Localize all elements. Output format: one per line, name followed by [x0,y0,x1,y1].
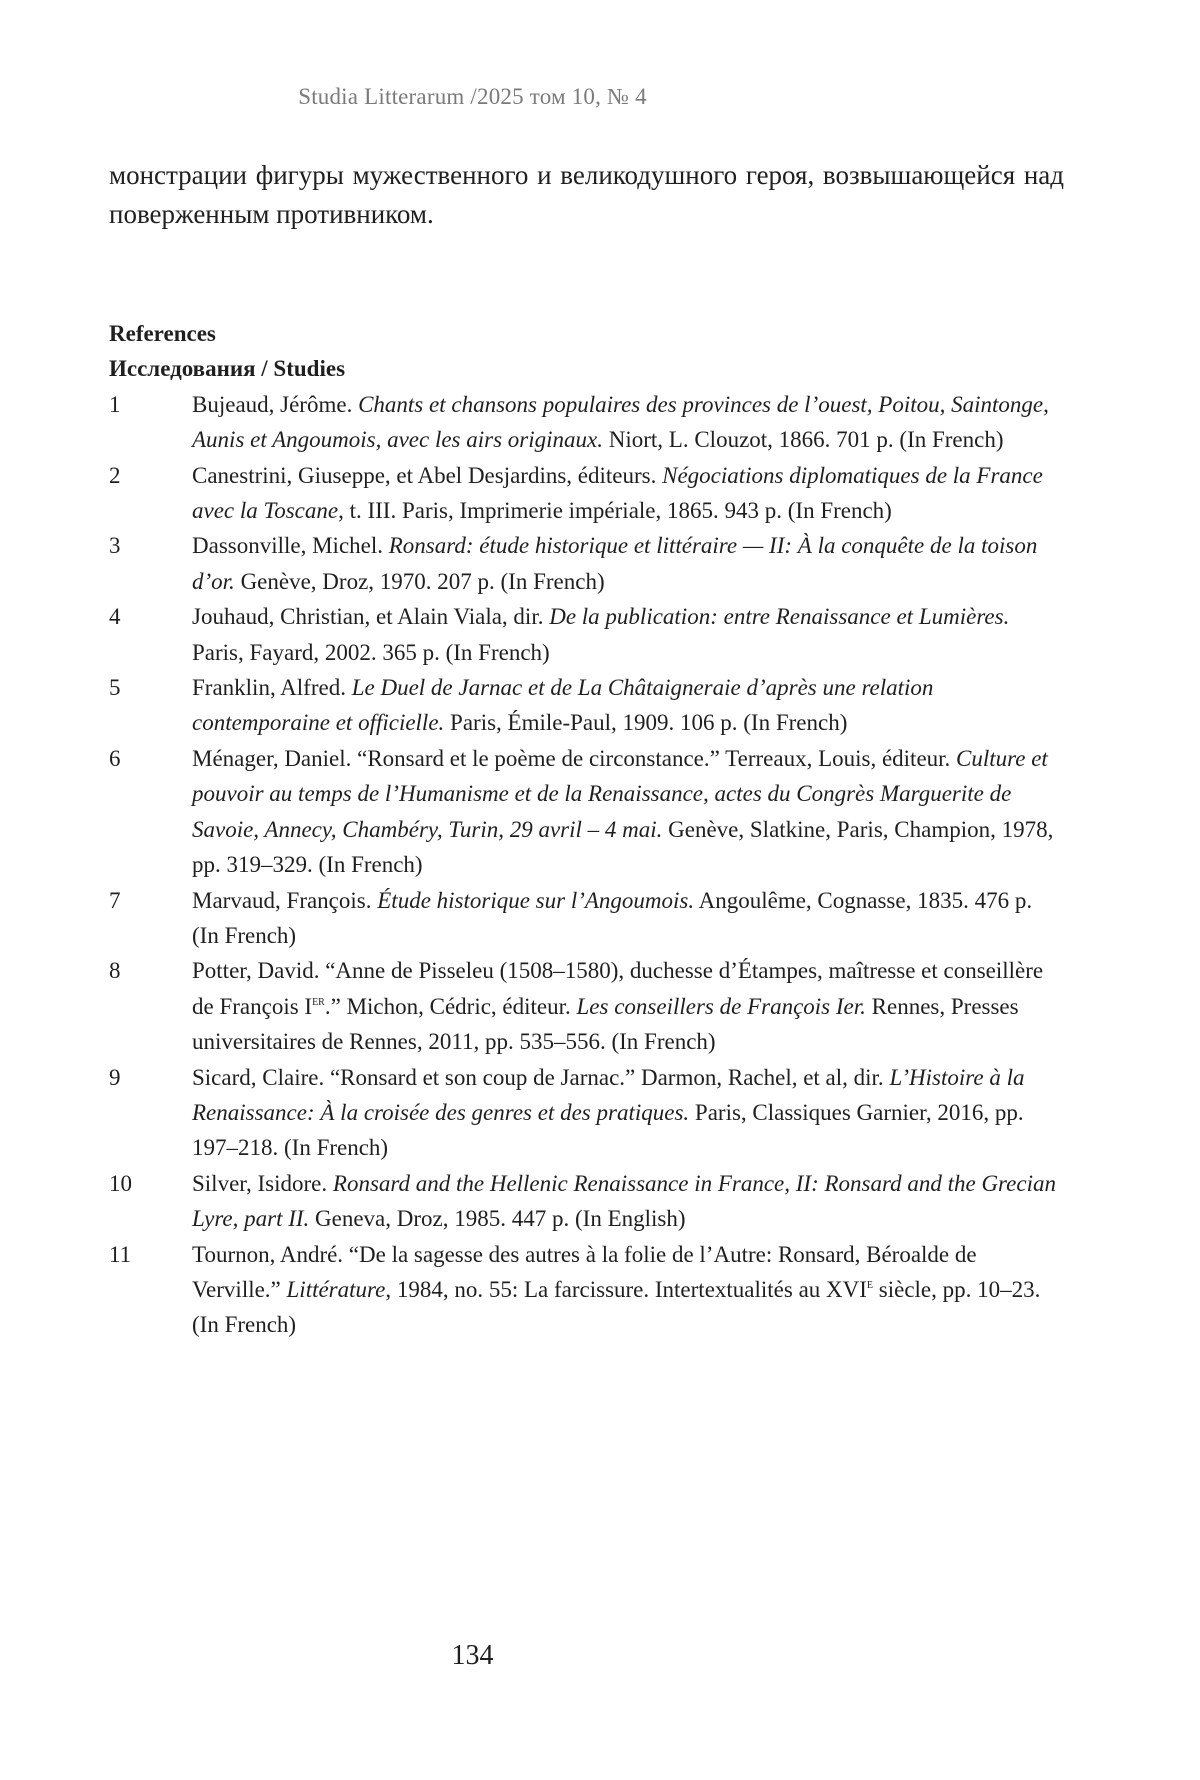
reference-text-part: Paris, Émile-Paul, 1909. 106 p. (In French) [444,710,848,736]
reference-text-part: siècle, pp. 10–23. (In French) [192,1276,1041,1338]
reference-title-italic: Culture et pouvoir au temps de l’Humanisme et de la Renaissance, actes du Congrès Marguerite de Savoie, Annecy, Chambéry, Turin, 29 avril – 4 mai. [192,745,1048,842]
reference-number: 2 [109,462,121,488]
reference-text-part: , 1984, no. 55: La farcissure. Intertextualités au XVI [385,1276,867,1302]
reference-item [109,883,1059,954]
reference-text-part: Tournon, André. “De la sagesse des autres à la folie de l’Autre: Ronsard, Béroalde de Verville.” [192,1241,977,1302]
reference-title-italic: L’Histoire à la Renaissance: À la croisée des genres et des pratiques. [192,1064,1025,1125]
reference-text [192,387,1059,458]
references-title: References [109,321,216,346]
reference-item [109,599,1059,670]
reference-number: 4 [109,604,121,630]
reference-text [192,1237,1059,1343]
reference-number: 8 [109,958,121,984]
reference-number: 11 [109,1241,132,1267]
reference-number: 6 [109,745,121,771]
reference-text-part: Franklin, Alfred. [192,675,352,701]
reference-title-italic: Ronsard and the Hellenic Renaissance in France, II: Ronsard and the Grecian Lyre, part II. [192,1170,1056,1232]
reference-item [109,670,1059,741]
reference-number: 3 [109,533,121,559]
reference-title-italic: De la publication: entre Renaissance et Lumières. [549,604,1010,630]
reference-number: 9 [109,1064,121,1090]
reference-text-part: , t. III. Paris, Imprimerie impériale, 1865. 943 p. (In French) [338,498,892,524]
reference-text-part: Niort, L. Clouzot, 1866. 701 p. (In French) [602,427,1004,453]
reference-item [109,528,1059,599]
reference-title-italic: Ronsard: étude historique et littéraire — II: À la conquête de la toison d’or. [192,533,1038,594]
reference-title-italic: Littérature [286,1276,386,1302]
reference-text-part: Ménager, Daniel. “Ronsard et le poème de circonstance.” Terreaux, Louis, éditeur. [192,745,957,771]
reference-title-italic: Le Duel de Jarnac et de La Châtaigneraie d’après une relation contemporaine et officielle. [192,675,934,736]
reference-text-part: .” Michon, Cédric, éditeur. [324,993,577,1019]
reference-item [109,458,1059,529]
reference-item [109,1060,1059,1166]
reference-text [192,528,1059,599]
reference-number: 10 [109,1170,132,1196]
page-number: 134 [451,1640,494,1671]
reference-text [192,599,1059,670]
reference-item [109,1237,1059,1343]
reference-text-part: Geneva, Droz, 1985. 447 p. (In English) [309,1206,686,1232]
reference-text-part: Sicard, Claire. “Ronsard et son coup de Jarnac.” Darmon, Rachel, et al, dir. [192,1064,890,1090]
reference-text [192,1166,1059,1237]
reference-item [109,741,1059,883]
references-list [109,387,1059,1343]
references-section [109,316,1059,1343]
reference-text [192,670,1059,741]
reference-title-italic: Chants et chansons populaires des provinces de l’ouest, Poitou, Saintonge, Aunis et Angoumois, avec les airs originaux. [192,391,1049,453]
reference-text-part: Marvaud, François. [192,887,378,913]
reference-text-part: Dassonville, Michel. [192,533,389,559]
reference-number: 5 [109,675,121,701]
reference-title-italic: Étude historique sur l’Angoumois. [377,887,695,913]
reference-superscript: E [866,1279,874,1291]
reference-text [192,953,1059,1059]
reference-superscript: ER [312,996,325,1008]
reference-text-part: Angoulême, Cognasse, 1835. 476 p. (In French) [192,887,1033,948]
reference-text-part: Canestrini, Giuseppe, et Abel Desjardins, éditeurs. [192,462,663,488]
reference-text-part: Genève, Droz, 1970. 207 p. (In French) [234,568,605,594]
reference-item [109,387,1059,458]
reference-text-part: Genève, Slatkine, Paris, Champion, 1978, pp. 319–329. (In French) [192,816,1054,878]
reference-text-part: Bujeaud, Jérôme. [192,391,359,417]
reference-text-part: Silver, Isidore. [192,1170,333,1196]
reference-text-part: Jouhaud, Christian, et Alain Viala, dir. [192,604,550,630]
reference-title-italic: Les conseillers de François Ier. [576,993,866,1019]
reference-text-part: Rennes, Presses universitaires de Rennes, 2011, pp. 535–556. (In French) [192,993,1019,1055]
reference-number: 7 [109,887,121,913]
reference-text [192,1060,1059,1166]
reference-item [109,953,1059,1059]
reference-text-part: Potter, David. “Anne de Pisseleu (1508–1580), duchesse d’Étampes, maîtresse et conseillère de François I [192,958,1044,1019]
reference-text [192,741,1059,883]
reference-text [192,883,1059,954]
references-subtitle: Исследования / Studies [109,356,346,382]
reference-text-part: Paris, Classiques Garnier, 2016, pp. 197–218. (In French) [192,1099,1024,1161]
running-head: Studia Litterarum /2025 том 10, № 4 [298,84,647,109]
reference-text-part: Paris, Fayard, 2002. 365 p. (In French) [192,639,550,665]
reference-text [192,458,1059,529]
reference-number: 1 [109,391,121,417]
reference-title-italic: Négociations diplomatiques de la France avec la Toscane [192,462,1043,524]
reference-item [109,1166,1059,1237]
body-paragraph: монстрации фигуры мужественного и великодушного героя, возвышающейся над поверженным противником. [109,160,1064,229]
